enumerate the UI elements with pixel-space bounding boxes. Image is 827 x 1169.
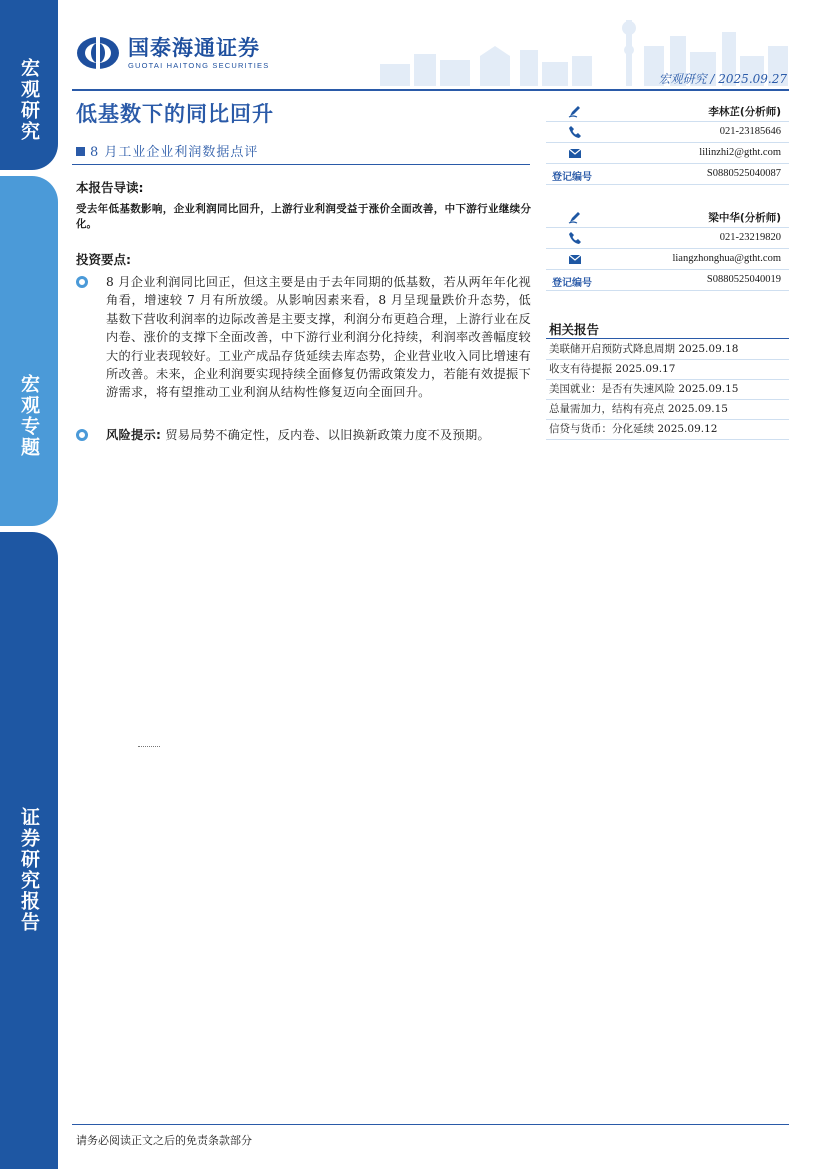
analyst-phone: 021-23219820 — [719, 232, 781, 243]
phone-icon — [568, 125, 582, 139]
report-subtitle-text: 8 月工业企业利润数据点评 — [90, 145, 259, 160]
analyst-name-row — [546, 207, 789, 228]
reg-label: 登记编号 — [552, 172, 592, 183]
analyst-email[interactable]: liangzhonghua@gtht.com — [672, 253, 781, 264]
reg-label: 登记编号 — [552, 278, 592, 289]
guide-text: 受去年低基数影响，企业利润同比回升，上游行业利润受益于涨价全面改善，中下游行业继续分化。 — [76, 203, 531, 230]
analyst-email-row — [546, 143, 789, 164]
analyst-phone-row — [546, 122, 789, 143]
related-report-link[interactable]: 美联储开启预防式降息周期 2025.09.18 — [546, 340, 789, 360]
disclaimer-footer: 请务必阅读正文之后的免责条款部分 — [76, 1134, 252, 1147]
analyst-name-row — [546, 101, 789, 122]
analyst-email[interactable]: lilinzhi2@gtht.com — [699, 147, 781, 158]
analyst-card — [546, 101, 789, 185]
pen-icon — [568, 104, 582, 118]
square-bullet-icon — [76, 147, 85, 156]
analyst-reg-row — [546, 164, 789, 185]
point-text: 8 月企业利润同比回正，但这主要是由于去年同期的低基数，若从两年年化视角看，增速较 7 月有所放缓。从影响因素来看，8 月呈现量跌价升态势，低基数下营收利润率的边际改善是主要支撑，利润分布更趋合理，上游行业在反内卷、涨价的支撑下全面改善，中下游行业利润分化持续，利润率改善幅度较大的行业表现较好。工业产成品存货延续去库态势，企业营业收入同比增速有所改善。未来，企业利润要实现持续全面修复仍需政策发力，若能有效提振下游需求，将有望推动工业利润从结构性修复迈向全面回升。 — [106, 275, 531, 400]
risk-label: 风险提示: — [106, 428, 162, 442]
report-category-date: 宏观研究 / 2025.09.27 — [658, 72, 787, 86]
bullet-circle-icon — [76, 276, 88, 288]
related-reports-divider — [546, 338, 789, 339]
analyst-card — [546, 207, 789, 291]
analyst-email-row — [546, 249, 789, 270]
stray-mark — [138, 746, 160, 748]
risk-text-wrap — [106, 426, 531, 444]
related-reports-heading: 相关报告 — [549, 322, 600, 337]
point-item — [76, 273, 531, 402]
analyst-reg-number: S0880525040087 — [706, 168, 781, 179]
analyst-reg-row — [546, 270, 789, 291]
logo-mark-icon — [76, 36, 120, 70]
footer-divider — [72, 1124, 789, 1125]
side-tab-label: 宏观研究 — [18, 58, 40, 142]
related-report-link[interactable]: 信贷与货币：分化延续 2025.09.12 — [546, 420, 789, 440]
related-report-link[interactable]: 总量需加力，结构有亮点 2025.09.15 — [546, 400, 789, 420]
related-report-link[interactable]: 美国就业：是否有失速风险 2025.09.15 — [546, 380, 789, 400]
subtitle-divider — [72, 164, 530, 165]
logo-name-en: GUOTAI HAITONG SECURITIES — [128, 60, 270, 70]
side-tab-securities-report — [0, 532, 58, 1169]
analyst-name: 梁中华(分析师) — [708, 212, 781, 224]
analyst-reg-number: S0880525040019 — [706, 274, 781, 285]
guide-heading: 本报告导读: — [76, 180, 144, 195]
side-tab-label: 证券研究报告 — [18, 806, 40, 933]
related-reports-list — [546, 340, 789, 440]
risk-text: 贸易局势不确定性，反内卷、以旧换新政策力度不及预期。 — [165, 428, 490, 442]
side-tab-macro-research — [0, 0, 58, 170]
company-logo — [76, 36, 269, 70]
header-divider — [72, 89, 789, 91]
analyst-name: 李林芷(分析师) — [708, 106, 781, 118]
phone-icon — [568, 231, 582, 245]
report-title: 低基数下的同比回升 — [76, 102, 274, 126]
side-tab-label: 宏观专题 — [18, 374, 40, 458]
logo-name-cn: 国泰海通证券 — [128, 35, 260, 60]
analyst-phone: 021-23185646 — [719, 126, 781, 137]
side-tab-macro-topic — [0, 176, 58, 526]
mail-icon — [568, 252, 582, 266]
points-heading: 投资要点: — [76, 252, 131, 267]
mail-icon — [568, 146, 582, 160]
report-subtitle — [76, 141, 258, 160]
related-report-link[interactable]: 收支有待提振 2025.09.17 — [546, 360, 789, 380]
bullet-circle-icon — [76, 429, 88, 441]
analyst-phone-row — [546, 228, 789, 249]
pen-icon — [568, 210, 582, 224]
risk-item — [76, 426, 531, 444]
